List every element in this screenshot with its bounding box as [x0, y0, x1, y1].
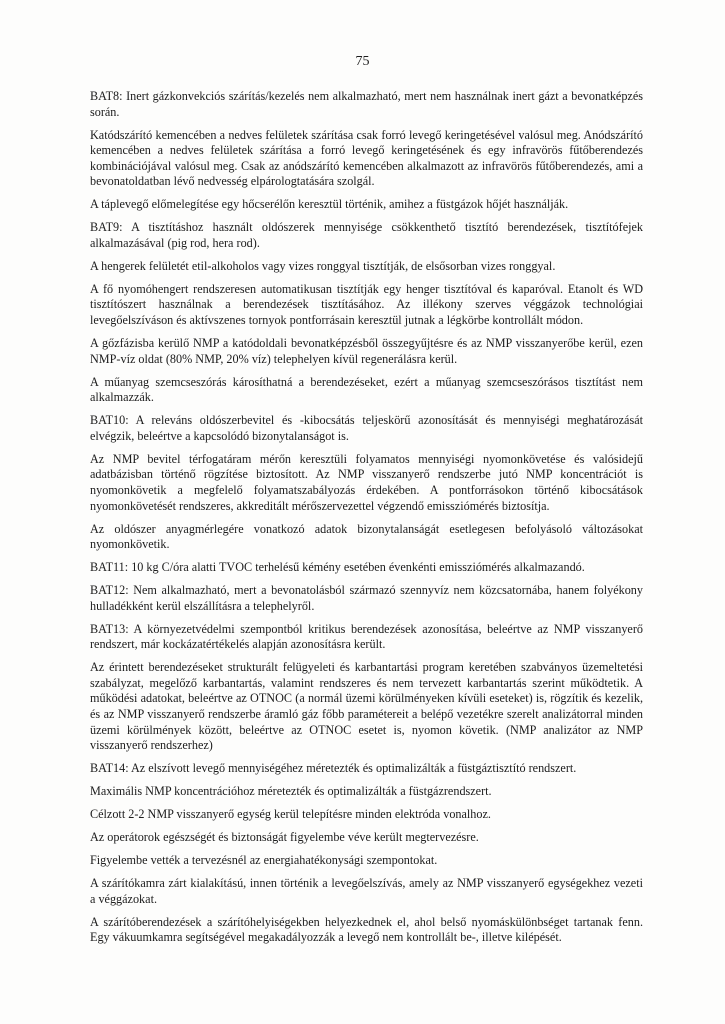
paragraph-air-preheating: A táplevegő előmelegítése egy hőcserélőn keresztül történik, amihez a füstgázok hőjét használják. [90, 197, 569, 212]
paragraph-drying-ovens: Katódszárító kemencében a nedves felületek szárítása csak forró levegő keringetésével valósul meg. Anódszárító kemencében a nedves felületek szárítása a forró levegő keringetésének és egy infravörös fűtőberendezés kombinációjával valósul meg. Csak az anódszárító kemencében alkalmazott az infravörös fűtőberendezés, ami a bevonatoldatban lévő nedvesség elpárologtatására szolgál. [90, 127, 643, 189]
paragraph-bat12: BAT12: Nem alkalmazható, mert a bevonatolásból származó szennyvíz nem közcsatornába, hanem folyékony hulladékként kerül elszállításra a telephelyről. [90, 583, 643, 613]
paragraph-operator-safety: Az operátorok egészségét és biztonságát figyelembe véve került megtervezésre. [90, 830, 479, 845]
paragraph-main-roller: A fő nyomóhengert rendszeresen automatikusan tisztítják egy henger tisztítóval és kaparóval. Etanolt és WD tisztítószert használnak a berendezések tisztításához. Az illékony szerves véggázok technológiai levegőelszíváson és aktívszenes tornyok pontforrásain keresztül jutnak a légkörbe kontrollált módon. [90, 281, 643, 328]
paragraph-bat9: BAT9: A tisztításhoz használt oldószerek mennyisége csökkenthető tisztító berendezések, tisztítófejek alkalmazásával (pig rod, hera rod). [90, 220, 643, 250]
paragraph-bat14: BAT14: Az elszívott levegő mennyiségéhez méretezték és optimalizálták a füstgáztisztító rendszert. [90, 761, 577, 776]
page-number: 75 [355, 54, 370, 69]
paragraph-vacuum-chamber: A szárítóberendezések a szárítóhelyiségekben helyezkednek el, ahol belső nyomáskülönbséget tartanak fenn. Egy vákuumkamra segítségével megakadályozzák a levegő nem kontrollált be-, illetve kilépését. [90, 914, 643, 945]
paragraph-plastic-blasting: A műanyag szemcseszórás károsíthatná a berendezéseket, ezért a műanyag szemcseszórásos tisztítást nem alkalmazzák. [90, 374, 643, 405]
paragraph-bat13: BAT13: A környezetvédelmi szempontból kritikus berendezések azonosítása, beleértve az NMP visszanyerő rendszert, már kockázatértékelés alapján azonosításra került. [90, 621, 643, 652]
paragraph-bat10: BAT10: A releváns oldószerbevitel és -kibocsátás teljeskörű azonosítását és mennyiségi meghatározását elvégzik, beleértve a kapcsolódó bizonytalanságot is. [90, 413, 643, 443]
paragraph-roller-cleaning: A hengerek felületét etil-alkoholos vagy vizes ronggyal tisztítják, de elsősorban vizes ronggyal. [90, 258, 556, 273]
paragraph-nmp-vapour: A gőzfázisba kerülő NMP a katódoldali bevonatképzésből összegyűjtésre és az NMP visszanyerőbe kerül, ezen NMP-víz oldat (80% NMP, 20% víz) telephelyen kívül regenerálásra kerül. [90, 336, 643, 366]
paragraph-recovery-units: Célzott 2-2 NMP visszanyerő egység kerül telepítésre minden elektróda vonalhoz. [90, 807, 491, 822]
paragraph-bat11: BAT11: 10 kg C/óra alatti TVOC terhelésű kémény esetében évenkénti emissziómérés alkalmazandó. [90, 560, 585, 575]
paragraph-maintenance-program: Az érintett berendezéseket strukturált felügyeleti és karbantartási program keretében szabványos üzemeltetési szabályzat, megelőző karbantartás, valamint rendszeres és nem tervezett karbantartás szerint működtetik. A működési adatokat, beleértve az OTNOC (a normál üzemi körülményeken kívüli eseteket) is, rögzítik és kezelik, és az NMP visszanyerő rendszerbe áramló gáz főbb paramétereit a belépő vezetékre szerelt analizátorral minden üzemi körülmények között, beleértve az OTNOC esetet is, nyomon követik. (NMP analizátor az NMP visszanyerő rendszerhez) [90, 660, 643, 753]
paragraph-bat8: BAT8: Inert gázkonvekciós szárítás/kezelés nem alkalmazható, mert nem használnak inert gázt a bevonatképzés során. [90, 89, 643, 119]
paragraph-nmp-monitoring: Az NMP bevitel térfogatáram mérőn keresztüli folyamatos mennyiségi nyomonkövetése és valósidejű adatbázisban történő rögzítése biztosított. Az NMP visszanyerő rendszerbe jutó NMP koncentrációt is nyomonkövetik a megfelelő folyamatszabályozás érdekében. A pontforrásokon történő kibocsátások nyomonkövetését rendszeres, akkreditált mérőszervezettel végzendő emissziómérés biztosítja. [90, 451, 643, 513]
paragraph-drying-chamber: A szárítókamra zárt kialakítású, innen történik a levegőelszívás, amely az NMP visszanyerő egységekhez vezeti a véggázokat. [90, 876, 643, 906]
paragraph-energy-efficiency: Figyelembe vették a tervezésnél az energiahatékonysági szempontokat. [90, 853, 438, 868]
paragraph-solvent-balance: Az oldószer anyagmérlegére vonatkozó adatok bizonytalanságát esetlegesen befolyásoló változásokat nyomonkövetik. [90, 521, 643, 552]
body-text [90, 89, 643, 953]
paragraph-max-nmp: Maximális NMP koncentrációhoz méretezték és optimalizálták a füstgázrendszert. [90, 784, 492, 799]
